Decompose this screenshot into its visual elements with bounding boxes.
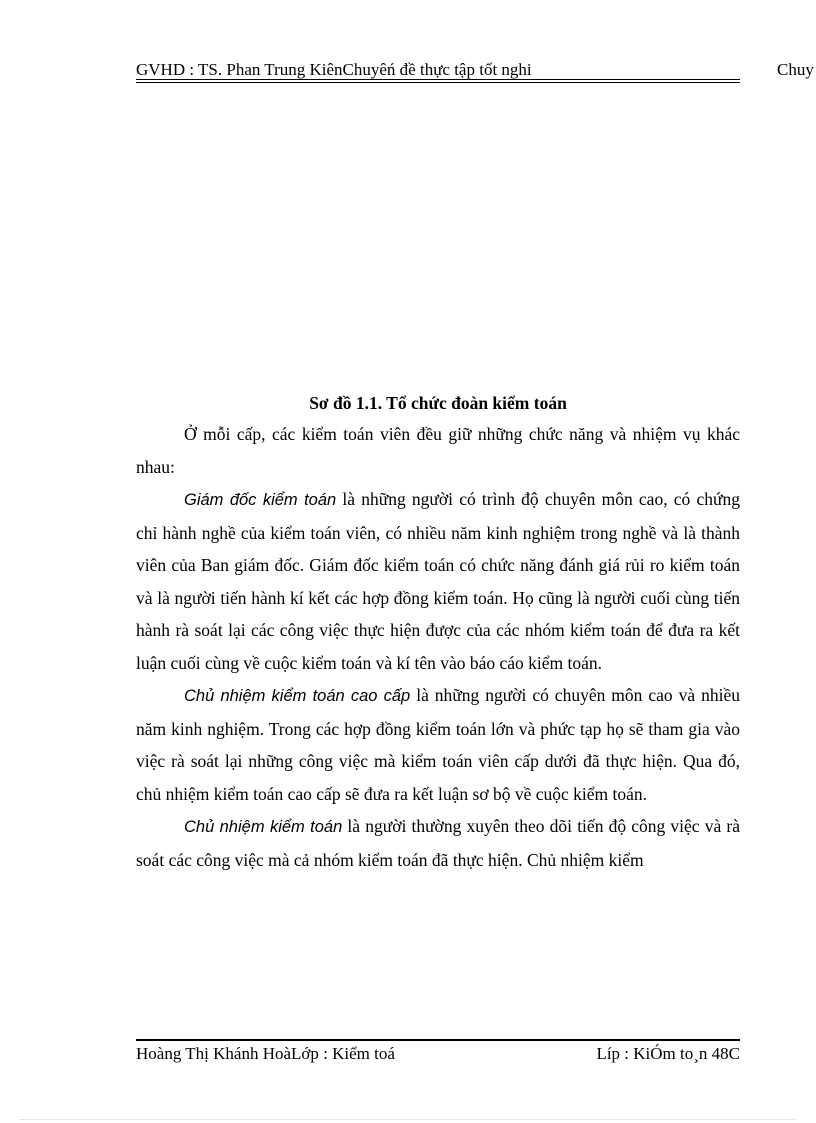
page-header (0, 0, 816, 90)
paragraph-manager-text: là người thường xuyên theo dõi tiến độ công việc và rà soát các công việc mà cả nhóm kiểm toán đã thực hiện. Chủ nhiệm kiểm (136, 816, 740, 870)
footer-right-text: Líp : KiÓm to¸n 48C (596, 1044, 740, 1063)
page-bottom-edge (20, 1119, 796, 1120)
paragraph-director (136, 483, 740, 679)
term-manager: Chủ nhiệm kiểm toán (184, 818, 343, 836)
paragraph-senior-manager-text: là những người có chuyên môn cao và nhiều năm kinh nghiệm. Trong các hợp đồng kiểm toán lớn và phức tạp họ sẽ tham gia vào việc rà soát lại những công việc mà kiểm toán viên cấp dưới đã thực hiện. Qua đó, chủ nhiệm kiểm toán cao cấp sẽ đưa ra kết luận sơ bộ về cuộc kiểm toán. (136, 685, 740, 804)
page-footer (0, 1030, 816, 1070)
term-senior-manager: Chủ nhiệm kiểm toán cao cấp (184, 687, 411, 705)
paragraph-intro: Ở mỗi cấp, các kiểm toán viên đều giữ những chức năng và nhiệm vụ khác nhau: (136, 424, 740, 477)
figure-caption: Sơ đồ 1.1. Tổ chức đoàn kiểm toán (309, 393, 567, 413)
term-director: Giám đốc kiểm toán (184, 491, 337, 509)
page-body (136, 388, 740, 876)
paragraph-director-text: là những người có trình độ chuyên môn cao, có chứng chỉ hành nghề của kiểm toán viên, có nhiều năm kinh nghiệm trong nghề và là thành viên của Ban giám đốc. Giám đốc kiểm toán có chức năng đánh giá rủi ro kiểm toán và là người tiến hành kí kết các hợp đồng kiểm toán. Họ cũng là người cuối cùng tiến hành rà soát lại các công việc thực hiện được của các nhóm kiểm toán để đưa ra kết luận cuối cùng về cuộc kiểm toán và kí tên vào báo cáo kiểm toán. (136, 489, 740, 673)
paragraph-manager (136, 810, 740, 876)
header-rule-bottom (136, 82, 740, 83)
header-left-text: GVHD : TS. Phan Trung KiênChuyêń đề thực tập tốt nghi (136, 60, 532, 79)
footer-left-text: Hoàng Thị Khánh HoàLớp : Kiểm toá (136, 1044, 395, 1063)
paragraph-senior-manager (136, 679, 740, 810)
header-right-text: Chuy (777, 60, 814, 79)
header-rule-top (136, 79, 740, 80)
